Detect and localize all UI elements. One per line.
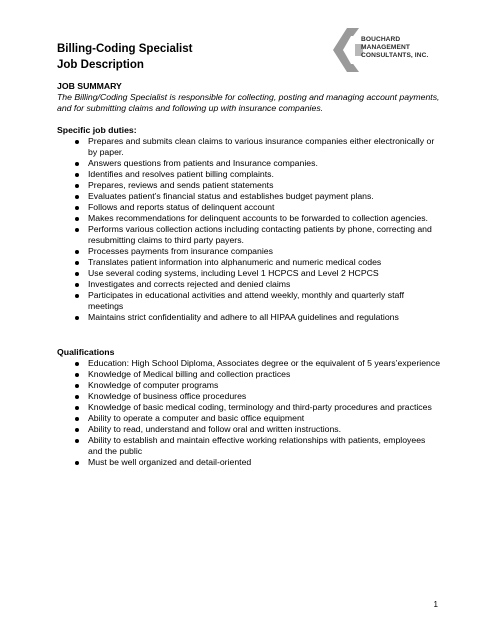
list-item: Performs various collection actions including contacting patients by phone, correcting and resubmitting claims to third party payers. <box>72 224 441 246</box>
list-item: Translates patient information into alphanumeric and numeric medical codes <box>72 257 441 268</box>
list-item: Participates in educational activities and attend weekly, monthly and quarterly staff meetings <box>72 290 441 312</box>
logo-line-3: CONSULTANTS, INC. <box>361 52 429 59</box>
list-item: Knowledge of basic medical coding, terminology and third-party procedures and practices <box>72 402 441 413</box>
list-item: Ability to read, understand and follow oral and written instructions. <box>72 424 441 435</box>
list-item: Investigates and corrects rejected and denied claims <box>72 279 441 290</box>
qualifications-list <box>57 358 441 468</box>
company-logo <box>333 28 443 74</box>
document-title: Billing-Coding Specialist <box>57 43 193 55</box>
list-item: Processes payments from insurance companies <box>72 246 441 257</box>
list-item: Identifies and resolves patient billing complaints. <box>72 169 441 180</box>
document-body <box>57 81 441 468</box>
list-item: Ability to establish and maintain effective working relationships with patients, employees and the public <box>72 435 441 457</box>
list-item: Follows and reports status of delinquent account <box>72 202 441 213</box>
list-item: Prepares, reviews and sends patient statements <box>72 180 441 191</box>
list-item: Maintains strict confidentiality and adhere to all HIPAA guidelines and regulations <box>72 312 441 323</box>
duties-list <box>57 136 441 323</box>
list-item: Makes recommendations for delinquent accounts to be forwarded to collection agencies. <box>72 213 441 224</box>
logo-line-1: BOUCHARD <box>361 36 401 43</box>
list-item: Must be well organized and detail-oriented <box>72 457 441 468</box>
list-item: Knowledge of computer programs <box>72 380 441 391</box>
logo-mark-icon <box>333 28 363 72</box>
list-item: Knowledge of Medical billing and collection practices <box>72 369 441 380</box>
logo-text <box>361 36 428 60</box>
list-item: Ability to operate a computer and basic office equipment <box>72 413 441 424</box>
qualifications-heading: Qualifications <box>57 347 115 357</box>
list-item: Answers questions from patients and Insurance companies. <box>72 158 441 169</box>
summary-text: The Billing/Coding Specialist is responsible for collecting, posting and managing account payments, and for submitting claims and following up with insurance companies. <box>57 92 440 113</box>
list-item: Use several coding systems, including Level 1 HCPCS and Level 2 HCPCS <box>72 268 441 279</box>
list-item: Education: High School Diploma, Associates degree or the equivalent of 5 years’experience <box>72 358 441 369</box>
document-subtitle: Job Description <box>57 59 144 71</box>
list-item: Knowledge of business office procedures <box>72 391 441 402</box>
list-item: Evaluates patient’s financial status and establishes budget payment plans. <box>72 191 441 202</box>
duties-heading: Specific job duties: <box>57 125 137 135</box>
logo-line-2: MANAGEMENT <box>361 44 410 51</box>
summary-heading: JOB SUMMARY <box>57 81 122 91</box>
list-item: Prepares and submits clean claims to various insurance companies either electronically or by paper. <box>72 136 441 158</box>
page-number: 1 <box>433 600 438 609</box>
